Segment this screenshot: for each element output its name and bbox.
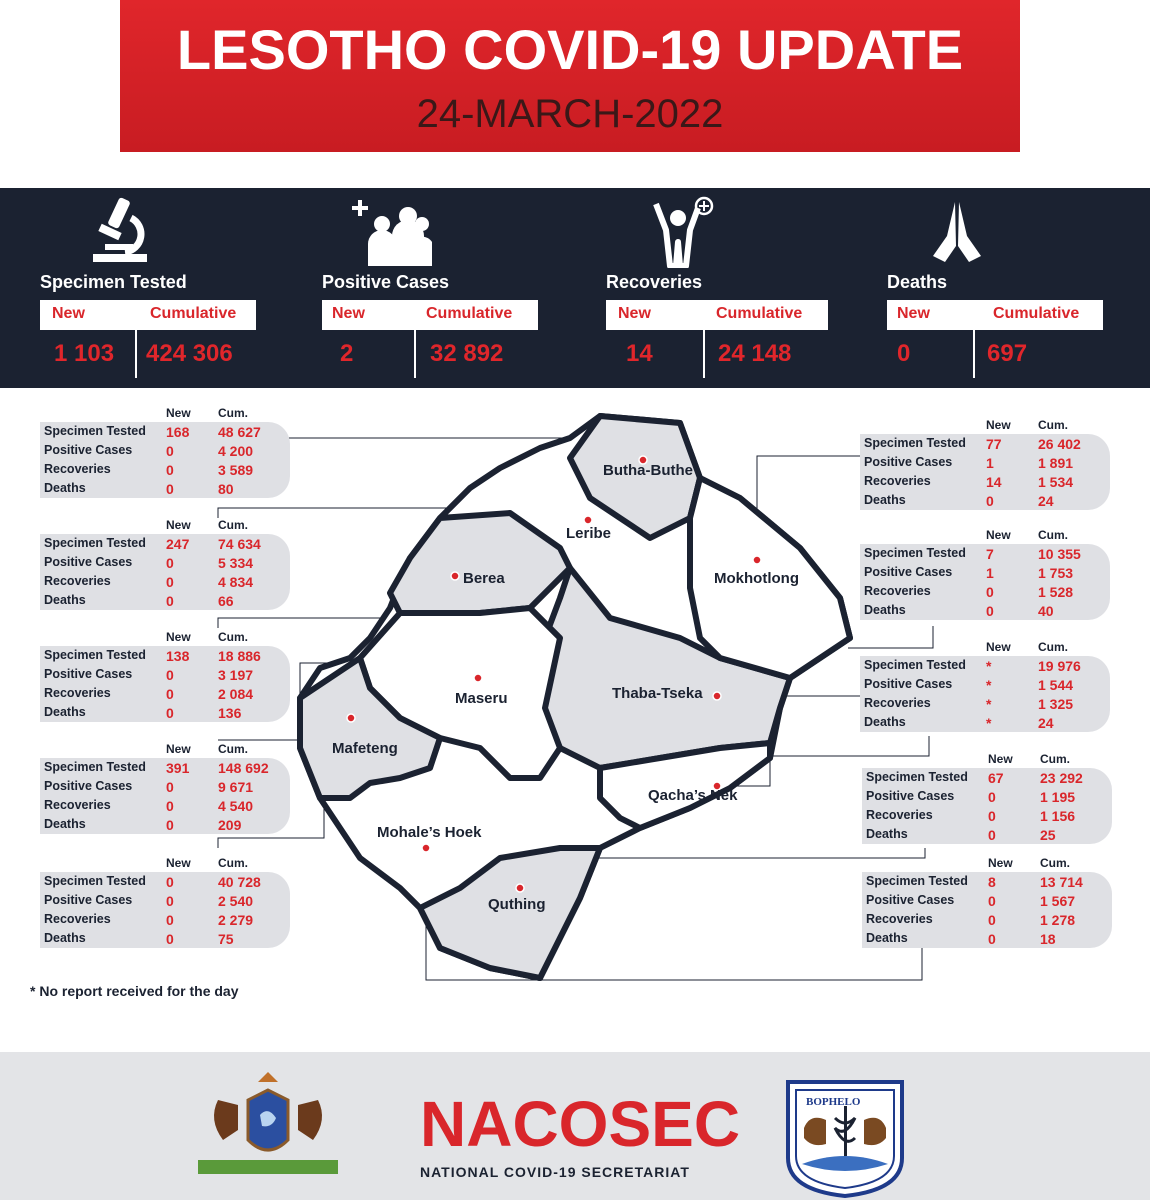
row-label: Positive Cases [44, 667, 133, 681]
new-value: 0 [166, 817, 174, 833]
cum-value: 74 634 [218, 536, 261, 552]
row-label: Recoveries [866, 912, 933, 926]
stat-specimen-tested [40, 188, 280, 388]
col-new: New [986, 418, 1011, 432]
recovered-person-icon [650, 196, 720, 268]
col-cum: Cum. [1038, 418, 1068, 432]
row-label: Recoveries [44, 798, 111, 812]
col-cum: Cum. [1040, 856, 1070, 870]
col-new: New [166, 406, 191, 420]
row-label: Deaths [44, 705, 86, 719]
new-value: 0 [166, 893, 174, 909]
new-value: 0 [166, 686, 174, 702]
new-value: * [986, 658, 992, 674]
stat-header [606, 300, 828, 330]
row-label: Specimen Tested [44, 536, 146, 550]
new-value: 8 [988, 874, 996, 890]
col-cum: Cum. [1040, 752, 1070, 766]
row-label: Positive Cases [864, 565, 953, 579]
new-value: 0 [166, 874, 174, 890]
lesotho-coat-of-arms-logo [198, 1070, 338, 1182]
label-mokhotlong: Mokhotlong [714, 570, 799, 587]
cum-value: 9 671 [218, 779, 254, 795]
stat-header [40, 300, 256, 330]
new-value: 0 [166, 462, 174, 478]
district-box-maseru [40, 742, 290, 834]
cum-value: 1 567 [1040, 893, 1076, 909]
stat-positive-cases [322, 188, 562, 388]
new-value: 391 [166, 760, 190, 776]
cum-value: 4 540 [218, 798, 254, 814]
row-label: Specimen Tested [866, 770, 968, 784]
row-label: Recoveries [44, 462, 111, 476]
cum-value: 48 627 [218, 424, 261, 440]
cum-value: 24 [1038, 715, 1054, 731]
row-label: Deaths [44, 481, 86, 495]
title-banner [120, 0, 1020, 152]
row-label: Deaths [44, 817, 86, 831]
new-value: * [986, 696, 992, 712]
stat-cum-value: 424 306 [146, 340, 233, 367]
cum-value: 1 278 [1040, 912, 1076, 928]
new-header: New [618, 305, 651, 322]
microscope-icon [85, 196, 155, 268]
new-value: 0 [988, 789, 996, 805]
new-value: 168 [166, 424, 190, 440]
marker-mafeteng [347, 714, 355, 722]
new-value: 247 [166, 536, 190, 552]
new-value: 0 [166, 931, 174, 947]
new-value: 0 [166, 705, 174, 721]
row-label: Positive Cases [864, 677, 953, 691]
cum-value: 5 334 [218, 555, 254, 571]
new-value: 0 [988, 931, 996, 947]
new-value: 0 [166, 667, 174, 683]
row-label: Specimen Tested [864, 546, 966, 560]
marker-berea [451, 572, 459, 580]
district-box-thaba-tseka [860, 640, 1110, 732]
report-date: 24-MARCH-2022 [416, 92, 724, 136]
new-value: 0 [166, 593, 174, 609]
district-box-quthing [862, 856, 1112, 948]
row-label: Deaths [44, 593, 86, 607]
row-label: Deaths [44, 931, 86, 945]
row-label: Positive Cases [864, 455, 953, 469]
divider [135, 330, 137, 378]
stat-new-value: 14 [626, 340, 653, 367]
cum-value: 19 976 [1038, 658, 1081, 674]
new-value: 0 [986, 603, 994, 619]
district-box-qachas-nek [862, 752, 1112, 844]
row-label: Specimen Tested [44, 874, 146, 888]
divider [703, 330, 705, 378]
new-value: 7 [986, 546, 994, 562]
row-label: Positive Cases [44, 779, 133, 793]
cum-value: 13 714 [1040, 874, 1083, 890]
footer [0, 1052, 1150, 1200]
cum-value: 25 [1040, 827, 1056, 843]
cum-value: 1 156 [1040, 808, 1076, 824]
new-value: 1 [986, 455, 994, 471]
new-value: 77 [986, 436, 1002, 452]
stat-new-value: 1 103 [54, 340, 115, 367]
marker-thaba-tseka [713, 692, 721, 700]
stat-new-value: 2 [340, 340, 354, 367]
label-mohales-hoek: Mohale’s Hoek [377, 824, 482, 841]
col-cum: Cum. [1038, 640, 1068, 654]
divider [973, 330, 975, 378]
cum-value: 18 886 [218, 648, 261, 664]
cum-value: 4 834 [218, 574, 254, 590]
col-cum: Cum. [218, 742, 248, 756]
row-label: Specimen Tested [864, 436, 966, 450]
cum-value: 1 544 [1038, 677, 1074, 693]
new-value: 1 [986, 565, 994, 581]
row-label: Recoveries [44, 686, 111, 700]
cum-value: 1 195 [1040, 789, 1076, 805]
new-value: 0 [166, 443, 174, 459]
new-value: 14 [986, 474, 1002, 490]
col-new: New [166, 742, 191, 756]
row-label: Specimen Tested [44, 424, 146, 438]
district-box-mafeteng [40, 856, 290, 948]
stat-label: Specimen Tested [40, 272, 187, 292]
row-label: Recoveries [44, 574, 111, 588]
new-value: 0 [166, 798, 174, 814]
district-box-butha-buthe [40, 406, 290, 498]
cum-value: 3 589 [218, 462, 254, 478]
new-header: New [332, 305, 365, 322]
row-label: Deaths [864, 493, 906, 507]
stat-label: Positive Cases [322, 272, 450, 292]
stat-recoveries [606, 188, 846, 388]
cum-value: 2 084 [218, 686, 254, 702]
footnote: * No report received for the day [30, 983, 239, 999]
cum-value: 3 197 [218, 667, 254, 683]
label-leribe: Leribe [566, 525, 612, 542]
cum-value: 40 [1038, 603, 1054, 619]
row-label: Specimen Tested [866, 874, 968, 888]
new-value: 0 [166, 574, 174, 590]
stat-new-value: 0 [897, 340, 911, 367]
cum-value: 23 292 [1040, 770, 1083, 786]
row-label: Recoveries [44, 912, 111, 926]
marker-leribe [584, 516, 592, 524]
cum-value: 24 [1038, 493, 1054, 509]
row-label: Positive Cases [866, 789, 955, 803]
label-qachas-nek: Qacha’s Nek [648, 787, 738, 804]
new-value: 0 [988, 808, 996, 824]
cum-value: 66 [218, 593, 234, 609]
col-cum: Cum. [218, 630, 248, 644]
label-berea: Berea [463, 570, 505, 587]
cum-value: 80 [218, 481, 234, 497]
row-label: Positive Cases [44, 555, 133, 569]
national-stats-band [0, 188, 1150, 388]
cum-value: 1 753 [1038, 565, 1074, 581]
cum-value: 40 728 [218, 874, 261, 890]
label-mafeteng: Mafeteng [332, 740, 398, 757]
row-label: Specimen Tested [44, 760, 146, 774]
col-new: New [988, 856, 1013, 870]
col-new: New [166, 630, 191, 644]
row-label: Positive Cases [44, 893, 133, 907]
col-cum: Cum. [218, 518, 248, 532]
page-title: LESOTHO COVID-19 UPDATE [176, 18, 964, 81]
new-value: 0 [166, 779, 174, 795]
cum-value: 1 891 [1038, 455, 1074, 471]
new-value: 0 [166, 555, 174, 571]
praying-hands-icon [927, 196, 987, 268]
row-label: Specimen Tested [44, 648, 146, 662]
nacosec-subtitle: NATIONAL COVID-19 SECRETARIAT [420, 1164, 690, 1180]
stat-cum-value: 24 148 [718, 340, 792, 367]
new-value: 0 [988, 912, 996, 928]
new-value: 0 [988, 827, 996, 843]
district-box-mokhotlong [860, 418, 1110, 510]
divider [414, 330, 416, 378]
cum-value: 75 [218, 931, 234, 947]
people-plus-icon [352, 196, 432, 268]
district-box-thaba-tseka-1 [860, 528, 1110, 620]
label-quthing: Quthing [488, 896, 546, 913]
new-value: 0 [986, 584, 994, 600]
stat-cum-value: 32 892 [430, 340, 504, 367]
label-thaba-tseka: Thaba-Tseka [612, 685, 703, 702]
district-box-berea [40, 630, 290, 722]
cum-value: 10 355 [1038, 546, 1081, 562]
row-label: Deaths [866, 931, 908, 945]
row-label: Deaths [864, 603, 906, 617]
cum-value: 209 [218, 817, 242, 833]
row-label: Recoveries [864, 584, 931, 598]
cum-header: Cumulative [716, 305, 803, 322]
row-label: Recoveries [864, 696, 931, 710]
cum-value: 2 540 [218, 893, 254, 909]
cum-value: 148 692 [218, 760, 269, 776]
row-label: Recoveries [864, 474, 931, 488]
cum-value: 4 200 [218, 443, 254, 459]
cum-value: 26 402 [1038, 436, 1081, 452]
cum-header: Cumulative [426, 305, 513, 322]
stat-cum-value: 697 [987, 340, 1028, 367]
marker-mohales-hoek [422, 844, 430, 852]
col-cum: Cum. [218, 406, 248, 420]
col-cum: Cum. [1038, 528, 1068, 542]
new-header: New [52, 305, 85, 322]
ministry-badge-text: BOPHELO [806, 1096, 861, 1108]
nacosec-logo: NACOSEC [420, 1088, 741, 1160]
cum-header: Cumulative [150, 305, 237, 322]
new-value: 67 [988, 770, 1004, 786]
stat-header [887, 300, 1103, 330]
marker-mokhotlong [753, 556, 761, 564]
new-value: 0 [166, 481, 174, 497]
new-value: 0 [988, 893, 996, 909]
row-label: Specimen Tested [864, 658, 966, 672]
row-label: Positive Cases [866, 893, 955, 907]
cum-value: 1 325 [1038, 696, 1074, 712]
cum-value: 2 279 [218, 912, 254, 928]
new-value: * [986, 677, 992, 693]
label-maseru: Maseru [455, 690, 508, 707]
cum-value: 136 [218, 705, 242, 721]
row-label: Recoveries [866, 808, 933, 822]
stat-header [322, 300, 538, 330]
stat-label: Recoveries [606, 272, 703, 292]
new-value: 138 [166, 648, 190, 664]
col-cum: Cum. [218, 856, 248, 870]
col-new: New [166, 856, 191, 870]
label-butha-buthe: Butha-Buthe [603, 462, 693, 479]
new-value: * [986, 715, 992, 731]
cum-header: Cumulative [993, 305, 1080, 322]
cum-value: 1 528 [1038, 584, 1074, 600]
stat-label: Deaths [887, 272, 948, 292]
new-header: New [897, 305, 930, 322]
row-label: Deaths [866, 827, 908, 841]
col-new: New [166, 518, 191, 532]
cum-value: 18 [1040, 931, 1056, 947]
marker-maseru [474, 674, 482, 682]
new-value: 0 [986, 493, 994, 509]
new-value: 0 [166, 912, 174, 928]
marker-quthing [516, 884, 524, 892]
col-new: New [986, 640, 1011, 654]
row-label: Deaths [864, 715, 906, 729]
col-new: New [986, 528, 1011, 542]
stat-deaths [887, 188, 1127, 388]
row-label: Positive Cases [44, 443, 133, 457]
col-new: New [988, 752, 1013, 766]
district-box-leribe [40, 518, 290, 610]
cum-value: 1 534 [1038, 474, 1074, 490]
